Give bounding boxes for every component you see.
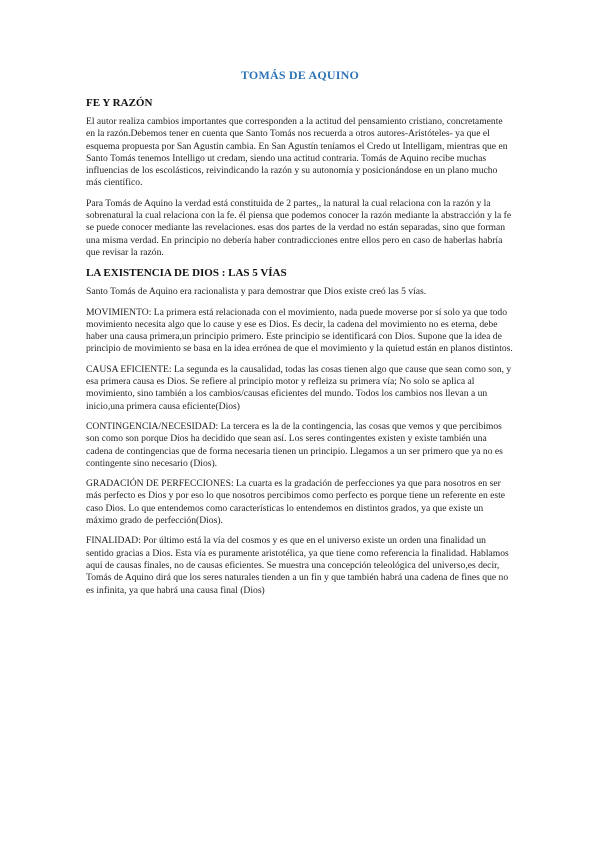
paragraph: Para Tomás de Aquino la verdad está constituida de 2 partes,, la natural la cual relaciona con la razón y la sobrenatural la cual relaciona con la fe. él piensa que podemos conocer la razón mediante la abstracción y la fe se puede conocer mediante las revelaciones. esas dos partes de la verdad no están separadas, sino que forman una misma verdad. En principio no debería haber contradicciones entre ellos pero en caso de haberlas habría que revisar la razón. [86, 197, 512, 258]
paragraph: El autor realiza cambios importantes que corresponden a la actitud del pensamiento cristiano, concretamente en la razón.Debemos tener en cuenta que Santo Tomás nos recuerda a otros autores-Aristóteles- ya que el esquema propuesta por San Agustín cambia. En San Agustín teníamos el Credo ut Intelligam, mientras que en Santo Tomás tenemos Intelligo ut credam, siendo una actitud contraria. Tomás de Aquino recibe muchas influencias de los escolásticos, reivindicando la razón y su autonomía y posicionándose en un plano mucho más científico. [86, 116, 508, 189]
document-title: TOMÁS DE AQUINO [240, 68, 360, 82]
section-existencia-de-dios [86, 267, 514, 597]
section-heading: FE Y RAZÓN [86, 97, 153, 109]
paragraph-gradacion: GRADACIÓN DE PERFECCIONES: La cuarta es la gradación de perfecciones ya que para nosotros en ser más perfecto es Dios y por eso lo que nosotros percibimos como perfecto es porque tiene un referente en este caso Dios. Lo que entendemos como características lo entendemos en distintos grados, ya que existe un máximo grado de perfección(Dios). [86, 478, 506, 527]
section-fe-y-razon [86, 97, 514, 259]
paragraph: Santo Tomás de Aquino era racionalista y para demostrar que Dios existe creó las 5 vías. [86, 286, 427, 298]
paragraph-finalidad: FINALIDAD: Por último está la vía del cosmos y es que en el universo existe un orden una finalidad un sentido gracias a Dios. Esta vía es puramente aristotélica, ya que tiene como referencia la finalidad. Hablamos aquí de causas finales, no de causas eficientes. Se muestra una concepción teleológica del universo,es decir, Tomás de Aquino dirá que los seres naturales tienden a un fin y que también habrá una cadena de fines que no es infinita, ya que habrá una causa final (Dios) [86, 535, 509, 596]
paragraph-contingencia: CONTINGENCIA/NECESIDAD: La tercera es la de la contingencia, las cosas que vemos y que percibimos son como son porque Dios ha decidido que sean así. Los seres contingentes existen y existe también una cadena de contingencias que de forma necesaria tienen un principio. Llegamos a un ser primero que ya no es contingente sino necesario (Dios). [86, 420, 503, 469]
section-heading: LA EXISTENCIA DE DIOS : LAS 5 VÍAS [86, 267, 287, 280]
paragraph-causa-eficiente: CAUSA EFICIENTE: La segunda es la causalidad, todas las cosas tienen algo que cause que sean como son, y esa primera causa es Dios. Se refiere al principio motor y refleiza su primera vía; No solo se aplica al movimiento, sino también a los cambios/causas eficientes del mundo. Todos los cambios nos llevan a un inicio,una primera causa eficiente(Dios) [86, 363, 512, 412]
paragraph-movimiento: MOVIMIENTO: La primera está relacionada con el movimiento, nada puede moverse por sí solo ya que todo movimiento necesita algo que lo cause y ese es Dios. Es decir, la cadena del movimiento no es eterna, debe haber una causa primera,un principio primero. Este principio se identificará con Dios. Supone que la idea de principio de movimiento se basa en la idea errónea de que el movimiento y la quietud están en planos distintos. [86, 306, 513, 355]
